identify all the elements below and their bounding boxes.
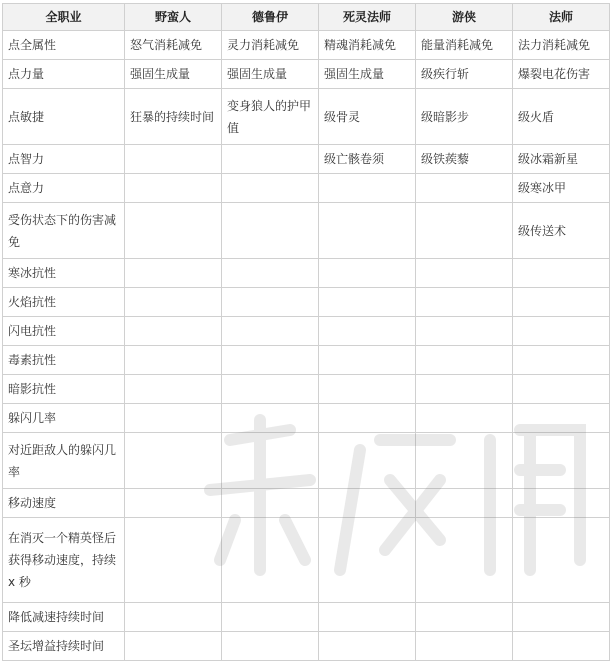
cell-barbarian: [125, 203, 222, 259]
table-row: [3, 31, 610, 60]
cell-barbarian: [125, 259, 222, 288]
cell-necromancer: 强固生成量: [319, 60, 416, 89]
cell-druid: 灵力消耗减免: [222, 31, 319, 60]
cell-label: 点力量: [3, 60, 125, 89]
table-row: [3, 433, 610, 489]
cell-label: 对近距敌人的躲闪几率: [3, 433, 125, 489]
table-row: [3, 518, 610, 603]
cell-druid: [222, 518, 319, 603]
cell-rogue: [416, 346, 513, 375]
cell-barbarian: [125, 632, 222, 661]
cell-barbarian: [125, 317, 222, 346]
cell-necromancer: 级亡骸卷须: [319, 145, 416, 174]
header-all-classes: 全职业: [3, 4, 125, 31]
cell-rogue: [416, 433, 513, 489]
cell-druid: [222, 174, 319, 203]
cell-sorcerer: 级火盾: [513, 89, 610, 145]
table-row: [3, 375, 610, 404]
cell-druid: [222, 259, 319, 288]
table-header-row: [3, 4, 610, 31]
cell-druid: [222, 145, 319, 174]
cell-label: 毒素抗性: [3, 346, 125, 375]
table-row: [3, 489, 610, 518]
table-row: [3, 145, 610, 174]
cell-sorcerer: 级寒冰甲: [513, 174, 610, 203]
cell-barbarian: [125, 288, 222, 317]
cell-sorcerer: 级传送术: [513, 203, 610, 259]
cell-necromancer: [319, 632, 416, 661]
cell-sorcerer: [513, 603, 610, 632]
cell-rogue: 能量消耗减免: [416, 31, 513, 60]
cell-necromancer: [319, 174, 416, 203]
cell-sorcerer: [513, 259, 610, 288]
cell-rogue: [416, 489, 513, 518]
cell-necromancer: [319, 259, 416, 288]
table-row: [3, 632, 610, 661]
cell-necromancer: 精魂消耗减免: [319, 31, 416, 60]
cell-barbarian: [125, 518, 222, 603]
cell-druid: [222, 404, 319, 433]
cell-necromancer: [319, 603, 416, 632]
table-row: [3, 404, 610, 433]
cell-druid: [222, 603, 319, 632]
cell-barbarian: [125, 375, 222, 404]
table-row: [3, 60, 610, 89]
cell-label: 在消灭一个精英怪后获得移动速度，持续 x 秒: [3, 518, 125, 603]
cell-necromancer: [319, 288, 416, 317]
attribute-table-container: [2, 3, 609, 661]
cell-necromancer: [319, 433, 416, 489]
cell-sorcerer: [513, 404, 610, 433]
cell-barbarian: [125, 145, 222, 174]
cell-rogue: [416, 174, 513, 203]
cell-label: 寒冰抗性: [3, 259, 125, 288]
cell-druid: [222, 489, 319, 518]
cell-barbarian: [125, 346, 222, 375]
cell-druid: 变身狼人的护甲值: [222, 89, 319, 145]
cell-label: 躲闪几率: [3, 404, 125, 433]
cell-sorcerer: [513, 346, 610, 375]
cell-label: 点智力: [3, 145, 125, 174]
cell-barbarian: [125, 433, 222, 489]
table-row: [3, 317, 610, 346]
table-row: [3, 346, 610, 375]
table-row: [3, 89, 610, 145]
cell-rogue: [416, 203, 513, 259]
cell-sorcerer: [513, 518, 610, 603]
cell-label: 点敏捷: [3, 89, 125, 145]
class-attribute-table: [2, 3, 610, 661]
cell-necromancer: [319, 518, 416, 603]
cell-rogue: [416, 518, 513, 603]
cell-label: 点意力: [3, 174, 125, 203]
cell-rogue: [416, 259, 513, 288]
cell-label: 火焰抗性: [3, 288, 125, 317]
cell-barbarian: 狂暴的持续时间: [125, 89, 222, 145]
cell-label: 闪电抗性: [3, 317, 125, 346]
cell-sorcerer: [513, 288, 610, 317]
cell-barbarian: 怒气消耗减免: [125, 31, 222, 60]
header-rogue: 游侠: [416, 4, 513, 31]
cell-label: 受伤状态下的伤害减免: [3, 203, 125, 259]
cell-barbarian: 强固生成量: [125, 60, 222, 89]
cell-rogue: 级暗影步: [416, 89, 513, 145]
cell-necromancer: 级骨灵: [319, 89, 416, 145]
cell-barbarian: [125, 489, 222, 518]
cell-druid: [222, 346, 319, 375]
cell-rogue: [416, 603, 513, 632]
cell-sorcerer: [513, 375, 610, 404]
cell-necromancer: [319, 489, 416, 518]
cell-barbarian: [125, 603, 222, 632]
cell-necromancer: [319, 317, 416, 346]
cell-sorcerer: [513, 317, 610, 346]
table-row: [3, 288, 610, 317]
table-row: [3, 603, 610, 632]
cell-sorcerer: 级冰霜新星: [513, 145, 610, 174]
cell-label: 暗影抗性: [3, 375, 125, 404]
cell-label: 移动速度: [3, 489, 125, 518]
cell-sorcerer: [513, 489, 610, 518]
cell-druid: [222, 203, 319, 259]
cell-druid: [222, 288, 319, 317]
cell-label: 降低减速持续时间: [3, 603, 125, 632]
cell-sorcerer: 法力消耗减免: [513, 31, 610, 60]
cell-rogue: [416, 632, 513, 661]
header-necromancer: 死灵法师: [319, 4, 416, 31]
cell-label: 圣坛增益持续时间: [3, 632, 125, 661]
cell-sorcerer: [513, 433, 610, 489]
cell-rogue: 级疾行斩: [416, 60, 513, 89]
cell-sorcerer: 爆裂电花伤害: [513, 60, 610, 89]
header-sorcerer: 法师: [513, 4, 610, 31]
cell-druid: [222, 632, 319, 661]
cell-rogue: [416, 317, 513, 346]
cell-rogue: [416, 404, 513, 433]
header-druid: 德鲁伊: [222, 4, 319, 31]
cell-sorcerer: [513, 632, 610, 661]
table-row: [3, 203, 610, 259]
cell-necromancer: [319, 375, 416, 404]
cell-druid: [222, 317, 319, 346]
cell-label: 点全属性: [3, 31, 125, 60]
header-barbarian: 野蛮人: [125, 4, 222, 31]
cell-rogue: [416, 375, 513, 404]
table-row: [3, 174, 610, 203]
table-row: [3, 259, 610, 288]
cell-necromancer: [319, 203, 416, 259]
cell-druid: 强固生成量: [222, 60, 319, 89]
cell-rogue: 级铁蒺藜: [416, 145, 513, 174]
cell-necromancer: [319, 346, 416, 375]
cell-necromancer: [319, 404, 416, 433]
cell-druid: [222, 433, 319, 489]
cell-druid: [222, 375, 319, 404]
cell-barbarian: [125, 404, 222, 433]
cell-rogue: [416, 288, 513, 317]
cell-barbarian: [125, 174, 222, 203]
